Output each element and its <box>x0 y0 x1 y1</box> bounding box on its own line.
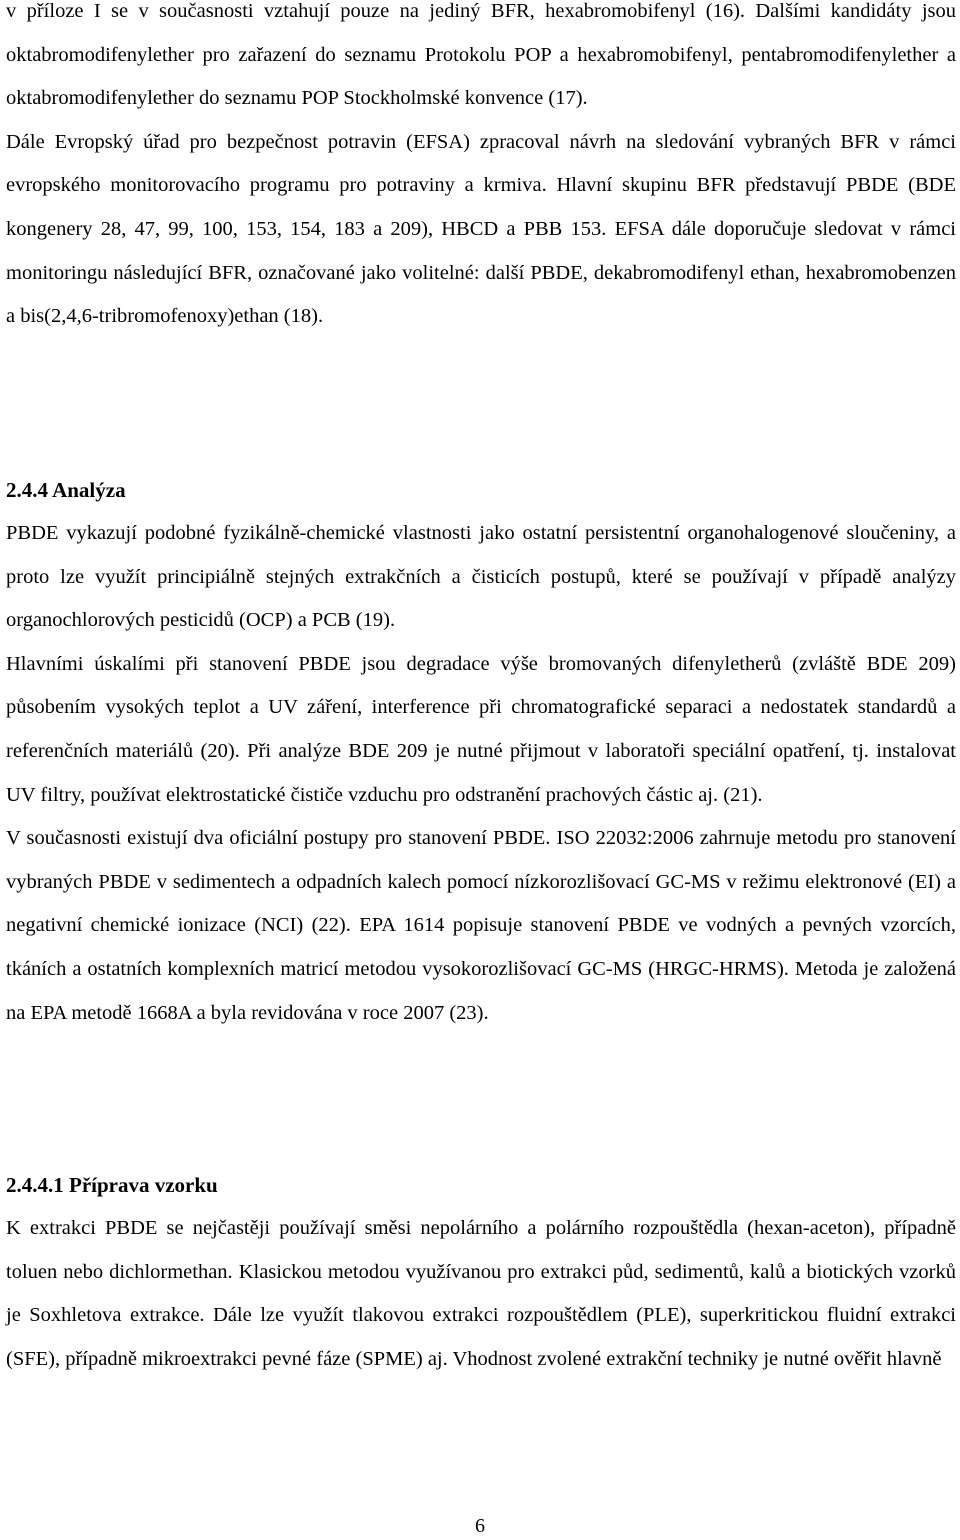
heading-priprava-vzorku: 2.4.4.1 Příprava vzorku <box>6 1173 218 1197</box>
paragraph-official-methods: V současnosti existují dva oficiální postupy pro stanovení PBDE. ISO 22032:2006 zahrnuje metodu pro stanovení vybraných PBDE v sedimentech a odpadních kalech pomocí nízkorozlišovací GC-MS v režimu elektronové (EI) a negativní chemické ionizace (NCI) (22). EPA 1614 popisuje stanovení PBDE ve vodných a pevných vzorcích, tkáních a ostatních komplexních matricí metodou vysokorozlišovací GC-MS (HRGC-HRMS). Metoda je založená na EPA metodě 1668A a byla revidována v roce 2007 (23). <box>6 827 956 1024</box>
section-bfr-regulation <box>6 0 956 339</box>
paragraph-bfr-candidates: v příloze I se v současnosti vztahují pouze na jediný BFR, hexabromobifenyl (16). Dalšími kandidáty jsou oktabromodifenylether pro zařazení do seznamu Protokolu POP a hexabromobifenyl, pentabromodifenylether a oktabromodifenylether do seznamu POP Stockholmské konvence (17). <box>6 0 956 110</box>
paragraph-pbde-difficulties: Hlavními úskalími při stanovení PBDE jsou degradace výše bromovaných difenyletherů (zvláště BDE 209) působením vysokých teplot a UV záření, interference při chromatografické separaci a nedostatek standardů a referenčních materiálů (20). Při analýze BDE 209 je nutné přijmout v laboratoři speciální opatření, tj. instalovat UV filtry, používat elektrostatické čističe vzduchu pro odstranění prachových částic aj. (21). <box>6 652 956 806</box>
section-analyza <box>6 512 956 1035</box>
heading-analyza: 2.4.4 Analýza <box>6 478 126 502</box>
page-number: 6 <box>475 1515 485 1537</box>
section-priprava-vzorku <box>6 1207 956 1381</box>
paragraph-efsa-monitoring: Dále Evropský úřad pro bezpečnost potravin (EFSA) zpracoval návrh na sledování vybraných BFR v rámci evropského monitorovacího programu pro potraviny a krmiva. Hlavní skupinu BFR představují PBDE (BDE kongenery 28, 47, 99, 100, 153, 154, 183 a 209), HBCD a PBB 153. EFSA dále doporučuje sledovat v rámci monitoringu následující BFR, označované jako volitelné: další PBDE, dekabromodifenyl ethan, hexabromobenzen a bis(2,4,6-tribromofenoxy)ethan (18). <box>6 130 956 328</box>
paragraph-extraction: K extrakci PBDE se nejčastěji používají směsi nepolárního a polárního rozpouštědla (hexan-aceton), případně toluen nebo dichlormethan. Klasickou metodou využívanou pro extrakci půd, sedimentů, kalů a biotických vzorků je Soxhletova extrakce. Dále lze využít tlakovou extrakci rozpouštědlem (PLE), superkritickou fluidní extrakci (SFE), případně mikroextrakci pevné fáze (SPME) aj. Vhodnost zvolené extrakční techniky je nutné ověřit hlavně <box>6 1217 956 1370</box>
paragraph-pbde-properties: PBDE vykazují podobné fyzikálně-chemické vlastnosti jako ostatní persistentní organohalogenové sloučeniny, a proto lze využít principiálně stejných extrakčních a čisticích postupů, které se používají v případě analýzy organochlorových pesticidů (OCP) a PCB (19). <box>6 522 956 632</box>
